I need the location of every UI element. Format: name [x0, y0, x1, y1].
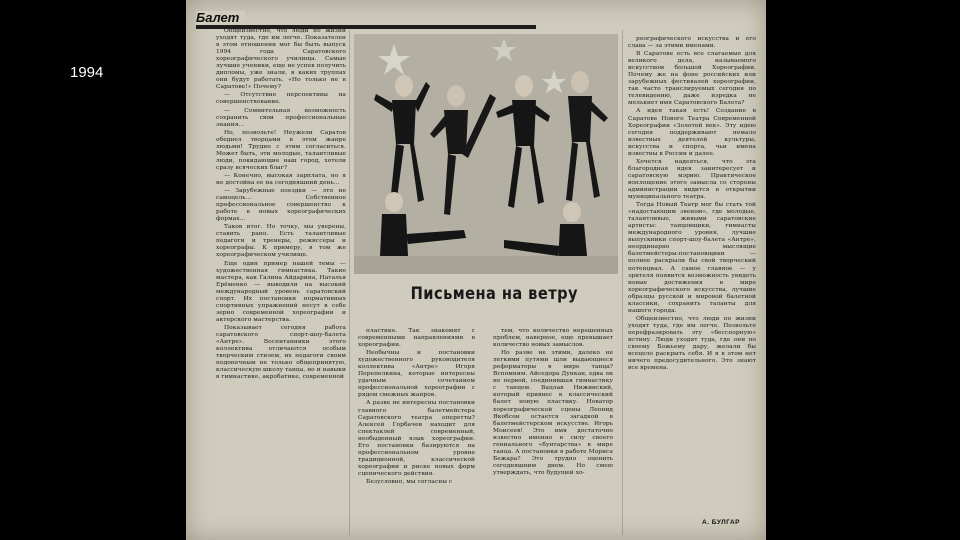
article-paragraph: Показывает сегодня работа саратовского спорт-шоу-балета «Антре». Воспитанники этого коллектива отличаются особым творческим стилем, их педагоги своим подопечным не только общепринятую, классическую школу танца, но и навыки в гимнастике, акробатике, современной: [216, 324, 346, 381]
column-rule: [622, 30, 623, 535]
article-paragraph: Общеизвестно, что люди по жизни уходят туда, где им легче. Показателен в этом отношении мог бы быть выпуск 1994 года Саратовского хореографического училища. Самые лучшие ученики, еще не успев получить дипломы, уже знали, в каких труппах они будут работать. «Но только не в Саратове!» Почему?: [216, 28, 346, 91]
article-paragraph: А разве не интересны постановки главного балетмейстера Саратовского театра оперетты? Алексей Горбачев находит для спектаклей современный, необыденный язык хореографии. Его постановки базируются на профессиональном уровне традиционной, классической хореографии и риске новых форм сценического действия.: [358, 400, 475, 477]
article-paragraph: — Сомнительная возможность сохранить свои профессиональные знания...: [216, 107, 346, 128]
article-paragraph: А идея такая есть! Создание в Саратове Нового Театра Современной Хореографии «Золотой век». Эту идею сегодня поддерживают немало известных деятелей культуры, искусства и спорта, чьи имена известны в России и далее.: [628, 108, 756, 157]
article-paragraph: тем, что количество нерешенных проблем, наверное, еще превышает количество новых замыслов.: [493, 328, 613, 349]
rubric-label: Балет: [196, 11, 245, 25]
article-paragraph: — Конечно, высокая зарплата, но я не достойна ее на сегодняшний день...: [216, 172, 346, 186]
dancers-photo: [354, 34, 618, 274]
article-paragraph: Таков итог. Но точку, мы уверены, ставить рано. Есть талантливые педагоги и тренеры, режиссеры и хореографы. К примеру, в том же хореографическом училище.: [216, 224, 346, 259]
article-paragraph: Еще один пример нашей темы — художественная гимнастика. Такие мастера, как Галина Айдарина, Наталья Ерёменко — выводили на высокий международный уровень саратовский спорт. Их постановки нормативных спортивных упражнений несут в себе зерно современной хореографии и актерского мастерства.: [216, 260, 346, 323]
article-paragraph: Тогда Новый Театр мог бы стать той «надостающим звеном», где молодые, талантливые, живыми саратовские артисты: танцовщики, гимнасты международного уровня, лучшие выпускники спорт-шоу-балета «Антре», неординарно мыслящие балетмейстеры-постановщики — полнее раскрыли бы свой творческий потенциал. А самое главное — у зрителя появится возможность увидеть новые достижения в мире хореографического искусства, лучшие образцы русской и мировой балетной классики, сохранить таланты для нашего города.: [628, 202, 756, 314]
article-paragraph: Хочется надеяться, что эта благородная идея заинтересует и саратовскую мэрию. Практическое воплощение этого замысла со стороны администрации видится в открытии муниципального театра.: [628, 158, 756, 201]
article-paragraph: пластике. Так знакомят с современными направлениями в хореографии.: [358, 328, 475, 349]
article-paragraph: — Отсутствие перспективы на совершенствование.: [216, 92, 346, 106]
article-paragraph: — Зарубежные поездки — это не самоцель... Собственное профессиональное совершенство к работе в новых хореографических формах...: [216, 188, 346, 223]
article-paragraph: Общеизвестно, что люди по жизни уходят туда, где им легче. Позвольте перефразировать эту «бесспорную» истину. Люди уходят туда, где они по своему Божьему дару, желали бы всецело раскрыть себя. И я в этом нет ничего предосудительного. Это знают все времена.: [628, 315, 756, 372]
article-column-2: [358, 328, 475, 534]
article-paragraph: В Саратове есть все слагаемые для великого дела, называемого искусством большой Хореографии. Почему же на фоне российских или зарубежных фестивалей хореографии, так часто транслируемых сегодня по телевидению, даже изредка не мелькнет имя Саратовского Балета?: [628, 51, 756, 107]
column-rule: [349, 30, 350, 535]
article-column-3: [493, 328, 613, 534]
article-paragraph: Но разве не этими, далеко не легкими путями шли выдающиеся реформаторы в мире танца? Вспомним. Айседора Дункан, едва ли не первой, соединившая гимнастику с танцем. Вацлав Нижинский, который привнес в классический балет новую пластику. Новатор хореографической сцены Леонид Якобсон остается загадкой в балетмейстерском искусстве. Игорь Моисеев! Это имя достаточно известно именно в силу своего гениального «бунтарства» в мире танца. А постановки в работе Мориса Бежара? Это трудно оценить сегодняшним днем. Но смею утверждать, что будущей хо-: [493, 350, 613, 476]
article-paragraph: Безусловно, мы согласны с: [366, 478, 453, 485]
article-headline: Письмена на ветру: [410, 284, 578, 304]
year-label: 1994: [70, 64, 104, 81]
article-column-1: [216, 28, 346, 534]
article-paragraph: Необычны и постановки художественного руководителя коллектива «Антре» Игоря Перепелкина, которые интересны удачным сочетанием профессиональной хореографии с рядом смежных жанров.: [358, 350, 475, 399]
rubric-bar: [196, 9, 536, 29]
article-paragraph: реографического искусства и его слава — за этими именами.: [628, 36, 756, 50]
author-signature: А. БУЛГАР: [702, 519, 740, 526]
dancers-photo-image: [354, 34, 618, 274]
newspaper-clipping: [186, 0, 766, 540]
article-paragraph: Но, позвольте! Неужели Саратов обеднел творцами в этом жанре людьми! Трудно с этим согласиться. Может быть, эти молодые, талантливые люди, покидающие наш город, хотели сразу всяческих благ?: [216, 129, 346, 171]
article-column-4: [628, 36, 756, 518]
